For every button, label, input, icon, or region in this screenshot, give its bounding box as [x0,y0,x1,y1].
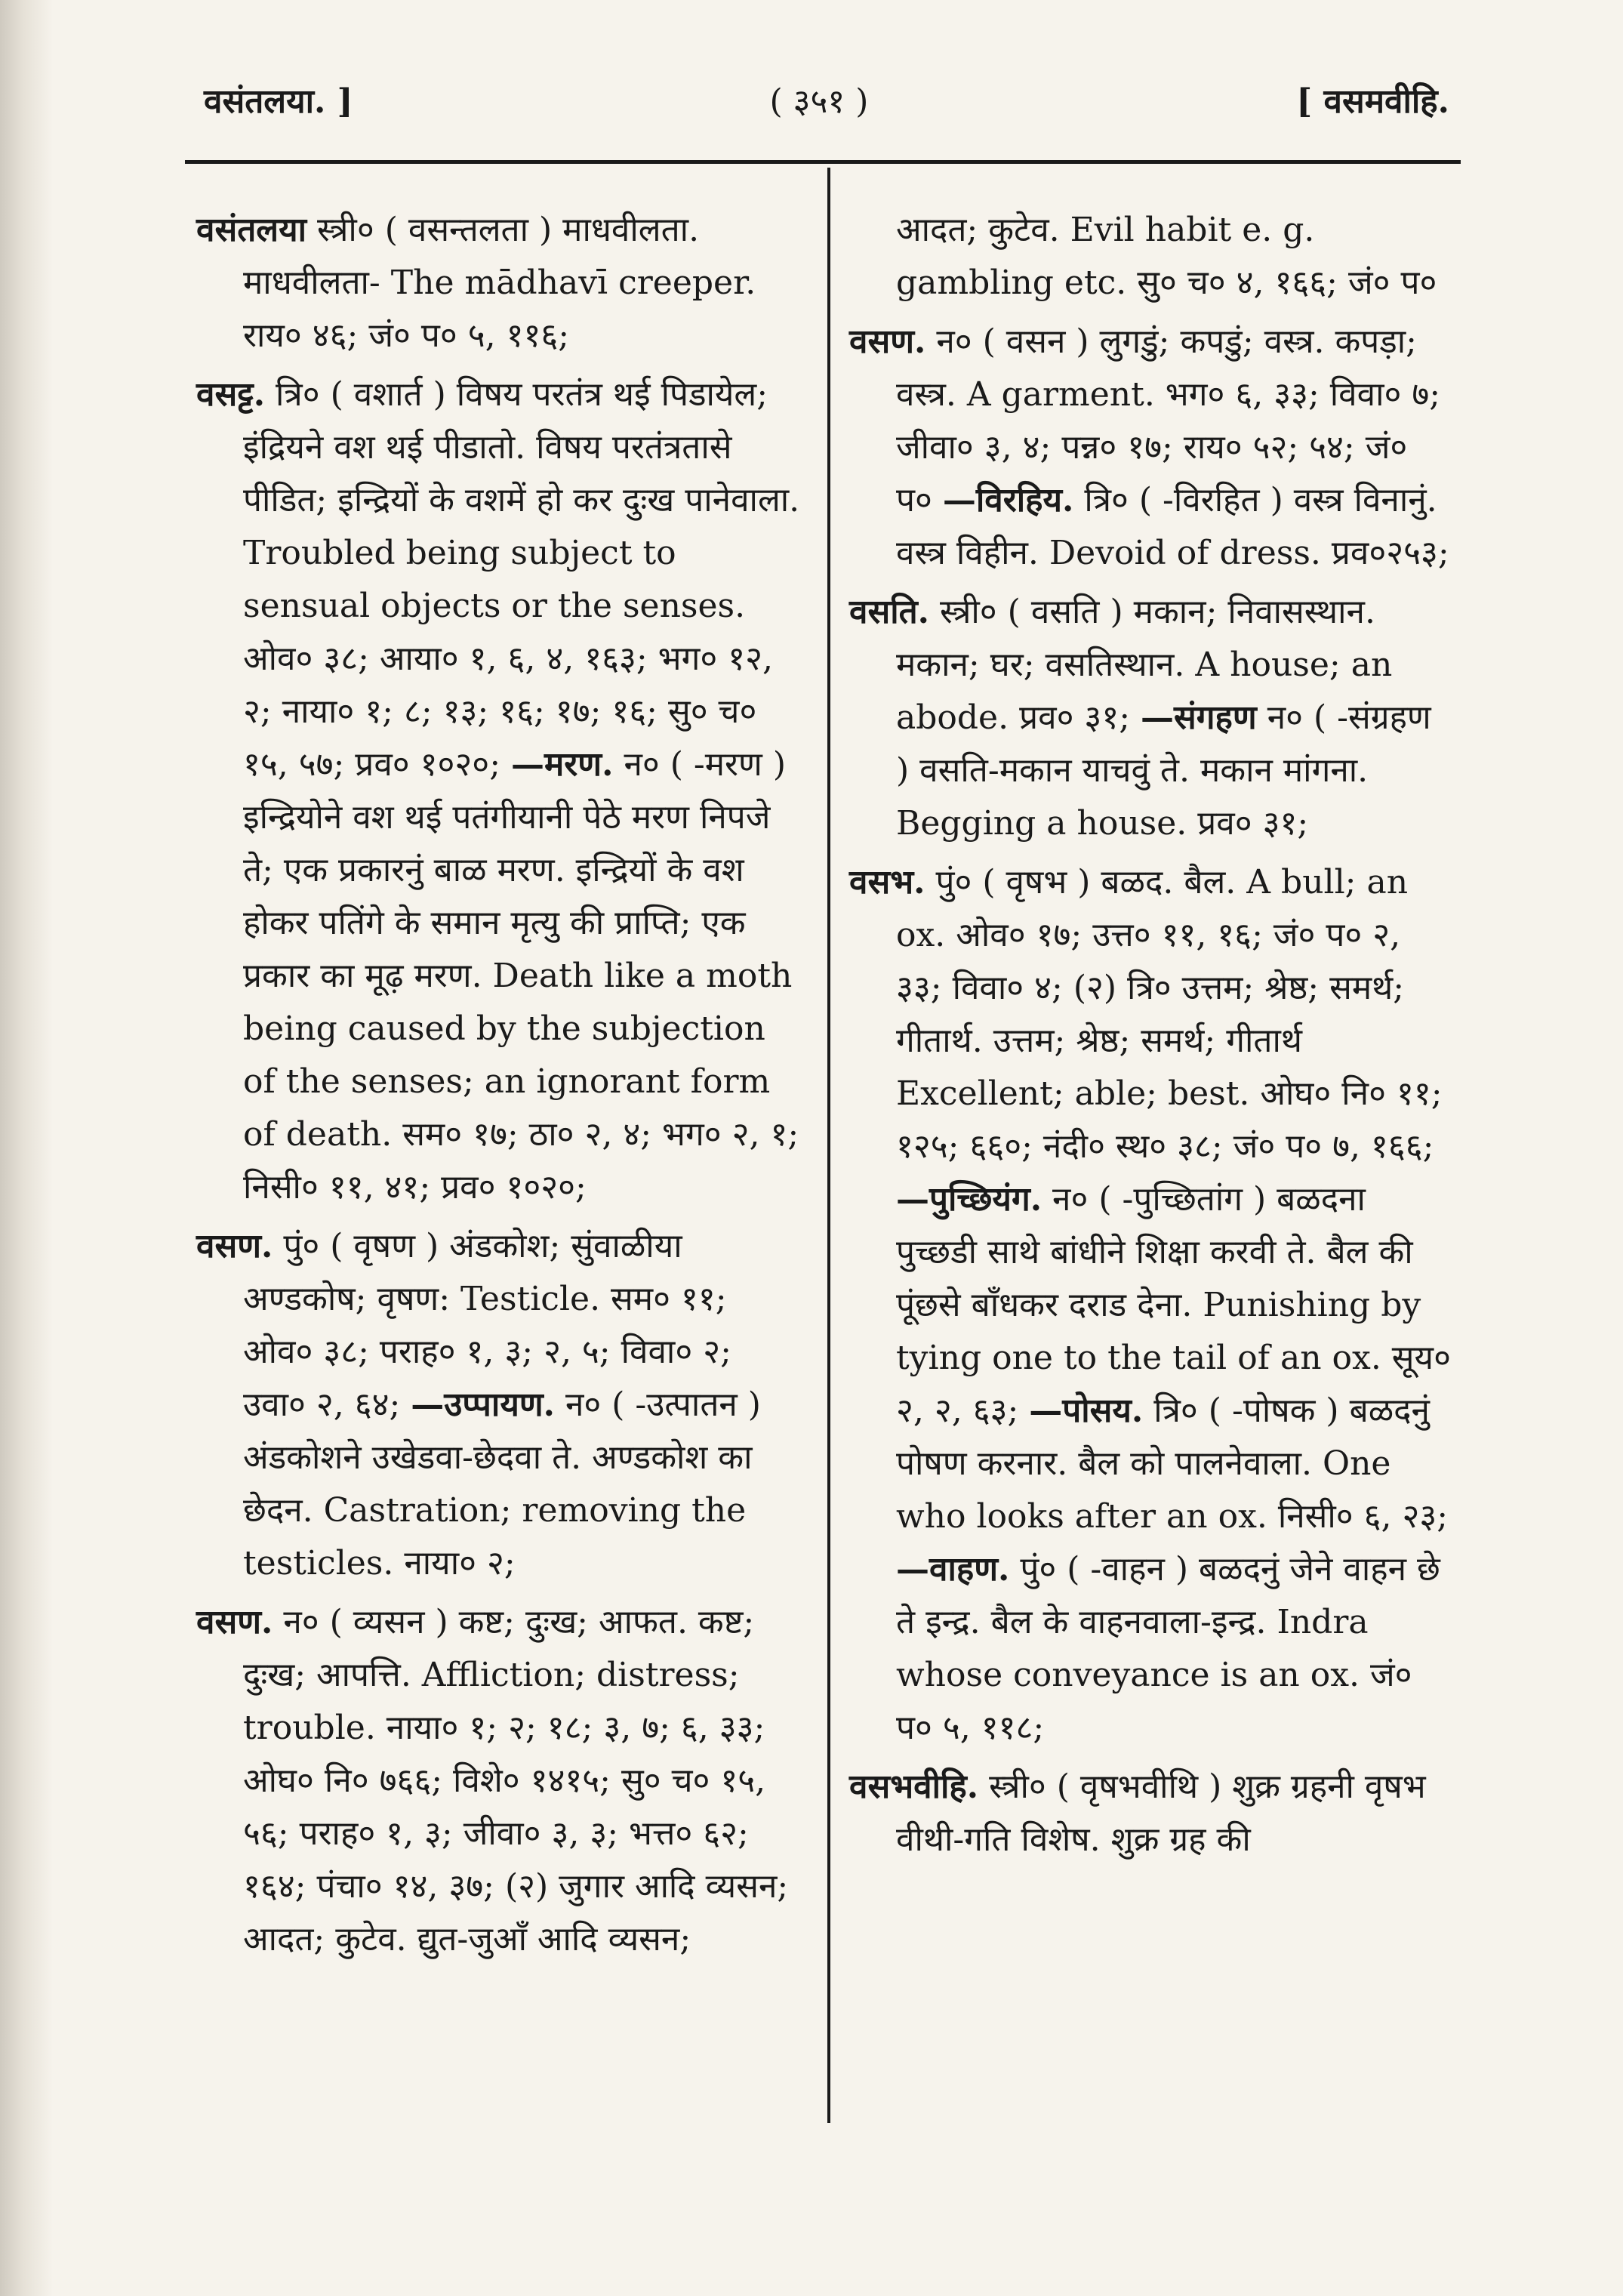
entry-body: पुं० ( वृषण ) अंडकोश; सुंवाळीया अण्डकोष; वृषण: Testicle. सम० ११; ओव० ३८; पराह० १, ३; २, ५; विवा० २; उवा० २, ६४; [243,1227,731,1424]
entry-body: पुं० ( वृषभ ) बळद. बैल. A bull; an ox. ओव० १७; उत्त० ११, १६; जं० प० २, ३३; विवा० ४; (२) त्रि० उत्तम; श्रेष्ठ; समर्थ; गीतार्थ. उत्तम; श्रेष्ठ; समर्थ; गीतार्थ Excellent; able; best. ओघ० नि० ११; १२५; ६६०; नंदी० स्थ० ३८; जं० प० ७, १६६; [896,863,1443,1166]
dictionary-entry [849,586,1453,850]
dictionary-entry [196,204,800,362]
headword: वसण. [196,1603,273,1641]
page-header [189,69,1449,130]
subentry-headword: —उप्पायण. [411,1385,555,1424]
page-number: ( ३५१ ) [769,82,869,121]
subentry-body: त्रि० ( -पोषक ) बळदनुं पोषण करनार. बैल को पालनेवाला. One who looks after an ox. निसी० ६, २३; [896,1391,1449,1536]
subentry-headword: —विरहिय. [942,481,1074,519]
subentry-headword: —वाहण. [896,1550,1010,1589]
headword: वसंतलया [196,211,307,249]
headword: वसण. [849,322,926,361]
subentry-body: त्रि० ( -विरहित ) वस्त्र विनानुं. वस्त्र विहीन. Devoid of dress. प्रव०२५३; [896,481,1449,572]
entry-body: स्त्री० ( वृषभवीथि ) शुक्र ग्रहनी वृषभ वीथी-गति विशेष. शुक्र ग्रह की [896,1767,1426,1859]
dictionary-entry [196,1220,800,1590]
headword: वसण. [196,1227,273,1265]
subentry-headword: —मरण. [511,745,614,784]
dictionary-entry [196,1596,800,1966]
subentry-body: न० ( -उत्पातन ) अंडकोशने उखेडवा-छेदवा ते. अण्डकोश का छेदन. Castration; removing the testicles. नाया० २; [243,1385,761,1583]
entry-body: स्त्री० ( वसति ) मकान; निवासस्थान. मकान; घर; वसतिस्थान. A house; an abode. प्रव० ३१; [896,593,1393,737]
entry-body: न० ( वसन ) लुगडुं; कपडुं; वस्त्र. कपड़ा; वस्त्र. A garment. भग० ६, ३३; विवा० ७; जीवा० ३, ४; पन्न० १७; राय० ५२; ५४; जं० प० [896,322,1441,519]
dictionary-entry-continued [849,204,1453,310]
entry-body: त्रि० ( वशार्त ) विषय परतंत्र थई पिडायेल; इंद्रियने वश थई पीडातो. विषय परतंत्रतासे पीडित; इन्द्रियों के वशमें हो कर दुःख पानेवाला. Troubled being subject to sensual objects or the senses. ओव० ३८; आया० १, ६, ४, १६३; भग० १२, २; नाया० १; ८; १३; १६; १७; १६; सु० च० १५, ५७; प्रव० १०२०; [243,375,800,784]
subentry-headword: —पोसय. [1029,1391,1144,1430]
dictionary-entry [849,316,1453,580]
headword: वसति. [849,593,930,631]
scan-edge-shadow [0,0,53,2296]
entry-body: स्त्री० ( वसन्तलता ) माधवीलता. माधवीलता- The mādhavī creeper. राय० ४६; जं० प० ५, ११६; [243,211,756,355]
subentry-body: न० ( -मरण ) इन्द्रियोने वश थई पतंगीयानी पेठे मरण निपजे ते; एक प्रकारनुं बाळ मरण. इन्द्रियों के वश होकर पतिंगे के समान मृत्यु की प्राप्ति; एक प्रकार का मूढ़ मरण. Death like a moth being caused by the subjection of the senses; an ignorant form of death. सम० १७; ठा० २, ४; भग० २, १; निसी० ११, ४१; प्रव० १०२०; [243,745,799,1207]
headword: वसट्ट. [196,375,266,414]
dictionary-entry [849,856,1453,1755]
subentry-body: न० ( -संग्रहण ) वसति-मकान याचवुं ते. मकान मांगना. Begging a house. प्रव० ३१; [896,698,1431,843]
dictionary-entry [849,1761,1453,1866]
subentry-headword: —पुच्छियंग. [896,1180,1042,1219]
headword: वसभवीहि. [849,1767,979,1806]
right-column [849,204,1453,1872]
subentry-body: न० ( -पुच्छितांग ) बळदना पुच्छडी साथे बांधीने शिक्षा करवी ते. बैल की पूंछसे बाँधकर दराड देना. Punishing by tying one to the tail of an ox. सूय० २, २, ६३; [896,1180,1451,1430]
header-rule [185,160,1461,164]
left-column [196,204,800,1972]
dictionary-entry [196,368,800,1214]
entry-body: न० ( व्यसन ) कष्ट; दुःख; आफत. कष्ट; दुःख; आपत्ति. Affliction; distress; trouble. नाया० १; २; १८; ३, ७; ६, ३३; ओघ० नि० ७६६; विशे० १४१५; सु० च० १५, ५६; पराह० १, ३; जीवा० ३, ३; भत्त० ६२; १६४; पंचा० १४, ३७; (२) जुगार आदि व्यसन; आदत; कुटेव. द्युत-जुआँ आदि व्यसन; [243,1603,789,1959]
subentry-headword: —संगहण [1141,698,1257,737]
header-right-guide-word: [ वसमवीहि. [1296,82,1449,121]
header-left-guide-word: वसंतलया. ] [204,82,353,121]
column-divider [827,168,830,2123]
headword: वसभ. [849,863,925,901]
entry-body: आदत; कुटेव. Evil habit e. g. gambling etc. सु० च० ४, १६६; जं० प० [896,211,1437,302]
subentry-body: पुं० ( -वाहन ) बळदनुं जेने वाहन छे ते इन्द्र. बैल के वाहनवाला-इन्द्र. Indra whose conveyance is an ox. जं० प० ५, ११८; [896,1550,1440,1747]
